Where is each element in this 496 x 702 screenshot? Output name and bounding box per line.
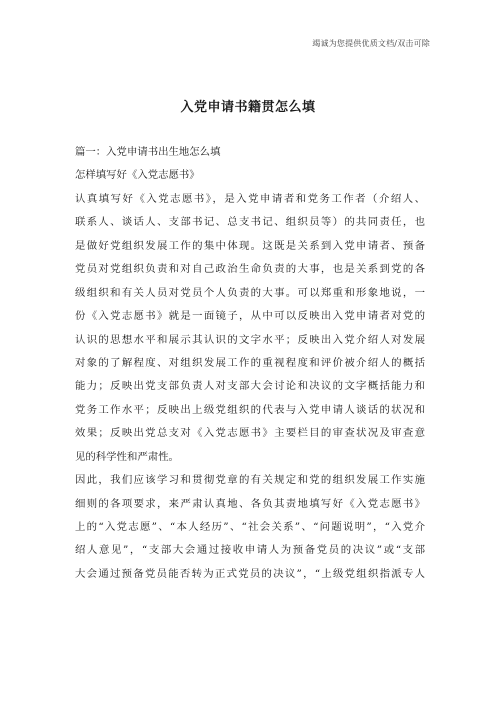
paragraph-line: 绍人意见”，“支部大会通过接收申请人为预备党员的决议”或“支部 xyxy=(75,544,425,557)
paragraph-line: 篇一：入党申请书出生地怎么填 xyxy=(75,146,221,158)
document-title: 入党申请书籍贯怎么填 xyxy=(180,100,316,115)
paragraph-line: 见的科学性和严肃性。 xyxy=(75,450,179,463)
paragraph-line: 联系人、谈话人、支部书记、总支书记、组织员等）的共同责任，也 xyxy=(75,216,425,229)
paragraph-line: 大会通过预备党员能否转为正式党员的决议”，“上级党组织指派专人 xyxy=(75,567,425,580)
paragraph-line: 能力；反映出党支部负责人对支部大会讨论和决议的文字概括能力和 xyxy=(75,380,425,393)
paragraph-line: 对象的了解程度、对组织发展工作的重视程度和评价被介绍人的概括 xyxy=(75,356,425,369)
paragraph-line: 认真填写好《入党志愿书》，是入党申请者和党务工作者（介绍人、 xyxy=(75,192,425,205)
header-note: 竭诚为您提供优质文档/双击可除 xyxy=(312,39,430,48)
paragraph-line: 党员对党组织负责和对自己政治生命负责的大事，也是关系到党的各 xyxy=(75,263,425,276)
paragraph-line: 细则的各项要求，来严肃认真地、各负其责地填写好《入党志愿书》 xyxy=(75,497,425,510)
paragraph-line: 效果；反映出党总支对《入党志愿书》主要栏目的审查状况及审查意 xyxy=(75,427,425,440)
paragraph-line: 认识的思想水平和展示其认识的文字水平；反映出入党介绍人对发展 xyxy=(75,333,425,346)
paragraph-line: 份《入党志愿书》就是一面镜子，从中可以反映出入党申请者对党的 xyxy=(75,310,425,323)
paragraph-line: 是做好党组织发展工作的集中体现。这既是关系到入党申请者、预备 xyxy=(75,239,425,252)
paragraph-line: 因此，我们应该学习和贯彻党章的有关规定和党的组织发展工作实施 xyxy=(75,474,425,487)
paragraph-line: 级组织和有关人员对党员个人负责的大事。可以郑重和形象地说，一 xyxy=(75,286,425,299)
document-body xyxy=(75,141,425,586)
paragraph-line: 党务工作水平；反映出上级党组织的代表与入党申请人谈话的状况和 xyxy=(75,403,425,416)
paragraph-line: 怎样填写好《入党志愿书》 xyxy=(75,169,200,182)
paragraph-line: 上的“入党志愿”、“本人经历”、“社会关系”、“问题说明”，“入党介 xyxy=(75,521,425,533)
